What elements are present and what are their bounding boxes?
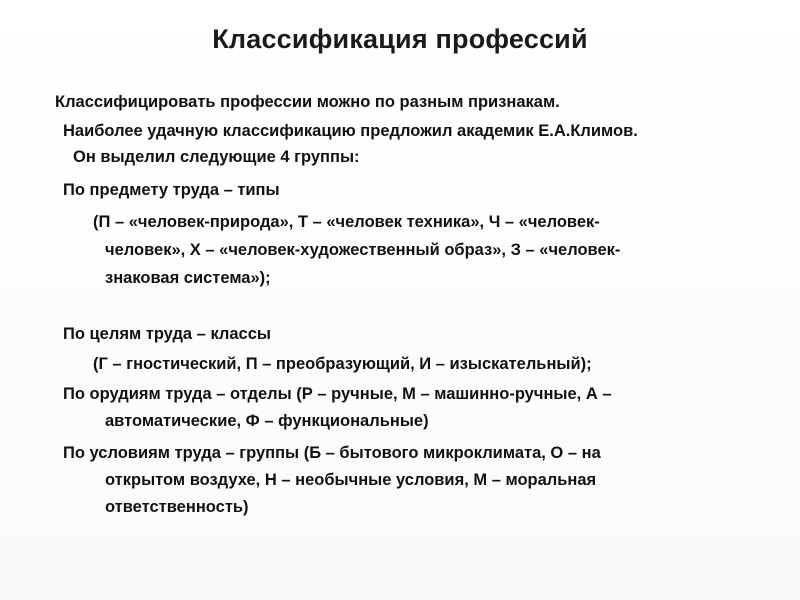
- goals-classes-line: (Г – гностический, П – преобразующий, И – изыскательный);: [93, 355, 592, 373]
- intro-line: Классифицировать профессии можно по разным признакам.: [55, 93, 560, 111]
- klimov-line: Наиболее удачную классификацию предложил академик Е.А.Климов.: [63, 122, 638, 140]
- conditions-line-1: По условиям труда – группы (Б – бытового микроклимата, О – на: [63, 444, 601, 462]
- conditions-line-3: ответственность): [105, 498, 249, 516]
- tools-line-2: автоматические, Ф – функциональные): [105, 412, 429, 430]
- slide-title: Классификация профессий: [212, 24, 588, 54]
- subject-types-line-2: человек», Х – «человек-художественный образ», З – «человек-: [105, 241, 621, 259]
- tools-line-1: По орудиям труда – отделы (Р – ручные, М – машинно-ручные, А –: [63, 385, 612, 403]
- conditions-line-2: открытом воздухе, Н – необычные условия, М – моральная: [105, 471, 597, 489]
- groups-intro-line: Он выделил следующие 4 группы:: [73, 148, 360, 166]
- subject-types-line-3: знаковая система»);: [105, 269, 271, 287]
- goals-heading: По целям труда – классы: [63, 325, 272, 343]
- subject-types-line-1: (П – «человек-природа», Т – «человек техника», Ч – «человек-: [93, 213, 600, 231]
- subject-heading: По предмету труда – типы: [63, 181, 280, 199]
